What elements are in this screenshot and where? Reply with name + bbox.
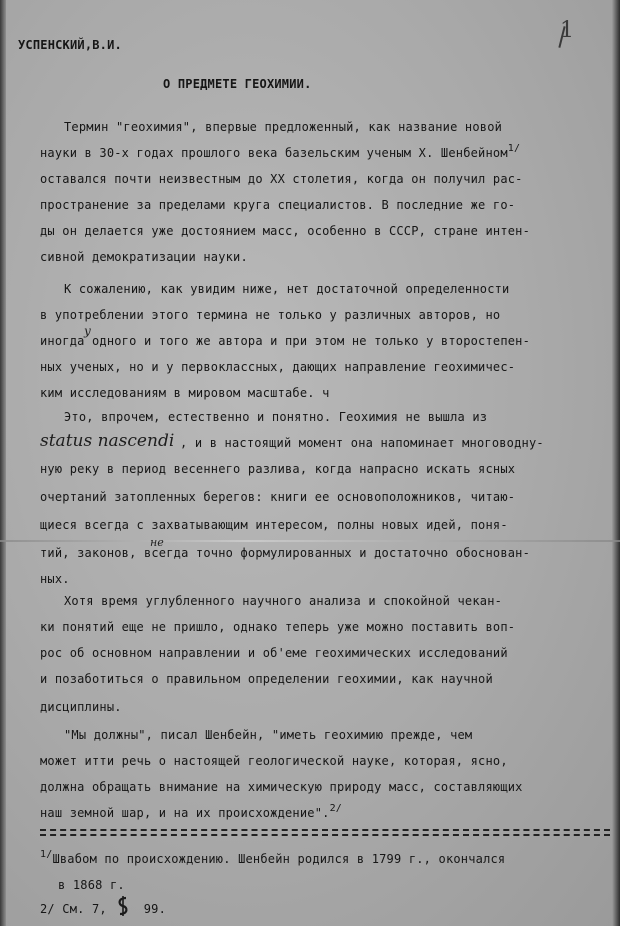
author-name: УСПЕНСКИЙ,В.И. xyxy=(18,38,122,52)
body-line-text: науки в 30-х годах прошлого века базельским ученым Х. Шенбейном xyxy=(40,146,508,160)
body-line: щиеся всегда с захватывающим интересом, полны новых идей, поня- xyxy=(40,518,508,532)
body-line: Термин "геохимия", впервые предложенный, как название новой xyxy=(64,120,503,134)
body-line: может итти речь о настоящей геологической науке, которая, ясно, xyxy=(40,754,508,768)
body-line: тий, законов, всегда точно формулированных и достаточно обоснован- xyxy=(40,546,531,560)
paper-fold xyxy=(0,540,620,542)
body-line: очертаний затопленных берегов: книги ее основоположников, читаю- xyxy=(40,490,516,504)
stray-mark: ч xyxy=(322,386,330,400)
scan-edge-right xyxy=(612,0,620,926)
body-line: сивной демократизации науки. xyxy=(40,250,248,264)
body-line: в употреблении этого термина не только у различных авторов, но xyxy=(40,308,501,322)
footnote-1-continuation: в 1868 г. xyxy=(58,878,125,892)
body-line: , и в настоящий момент она напоминает многоводну- xyxy=(180,436,544,450)
body-line-text: наш земной шар, и на их происхождение". xyxy=(40,806,330,820)
body-line: должна обращать внимание на химическую природу масс, составляющих xyxy=(40,780,523,794)
handwritten-status-nascendi: status nascendi xyxy=(40,431,175,451)
body-line xyxy=(40,803,343,820)
handwritten-correction-u: у xyxy=(84,324,91,338)
footnote-2-mark: 2/ xyxy=(40,902,55,916)
body-line: оставался почти неизвестным до XX столетия, когда он получил рас- xyxy=(40,172,523,186)
body-line: ды он делается уже достоянием масс, особенно в СССР, стране интен- xyxy=(40,224,531,238)
handwritten-correction-ne: не xyxy=(150,536,164,549)
footnote-2 xyxy=(40,902,166,916)
body-line: ную реку в период весеннего разлива, когда напрасно искать ясных xyxy=(40,462,516,476)
body-line: дисциплины. xyxy=(40,700,122,714)
body-line: пространение за пределами круга специалистов. В последние же го- xyxy=(40,198,516,212)
footnote-1 xyxy=(40,849,506,866)
body-line: К сожалению, как увидим ниже, нет достаточной определенности xyxy=(64,282,510,296)
body-line: рос об основном направлении и об'еме геохимических исследований xyxy=(40,646,508,660)
body-line: ки понятий еще не пришло, однако теперь уже можно поставить воп- xyxy=(40,620,516,634)
footnote-1-mark: 1/ xyxy=(40,849,53,860)
handwritten-section-mark-icon xyxy=(114,896,132,916)
page-number: 1 xyxy=(560,18,574,43)
footnote-ref-1: 1/ xyxy=(507,143,521,154)
body-line: ных ученых, но и у первоклассных, дающих направление геохимичес- xyxy=(40,360,516,374)
scan-edge-left xyxy=(0,0,6,926)
body-line: ных. xyxy=(40,572,70,586)
body-line: иногда одного и того же автора и при этом не только у второстепен- xyxy=(40,334,531,348)
body-line xyxy=(40,143,521,160)
body-line: Хотя время углубленного научного анализа и спокойной чекан- xyxy=(64,594,503,608)
footnote-ref-2: 2/ xyxy=(329,803,343,814)
footnote-2-text: См. 7, xyxy=(62,902,107,916)
body-line: "Мы должны", писал Шенбейн, "иметь геохимию прежде, чем xyxy=(64,728,473,742)
body-line: Это, впрочем, естественно и понятно. Геохимия не вышла из xyxy=(64,410,488,424)
body-line: и позаботиться о правильном определении геохимии, как научной xyxy=(40,672,493,686)
footnote-2-page: 99. xyxy=(143,902,167,916)
footnote-1-text: Швабом по происхождению. Шенбейн родился в 1799 г., окончался xyxy=(52,852,506,866)
body-line xyxy=(40,386,330,400)
document-title: О ПРЕДМЕТЕ ГЕОХИМИИ. xyxy=(163,77,312,91)
footnote-separator xyxy=(40,829,610,831)
footnote-separator xyxy=(40,834,610,836)
body-line-text: ким исследованиям в мировом масштабе. xyxy=(40,386,315,400)
